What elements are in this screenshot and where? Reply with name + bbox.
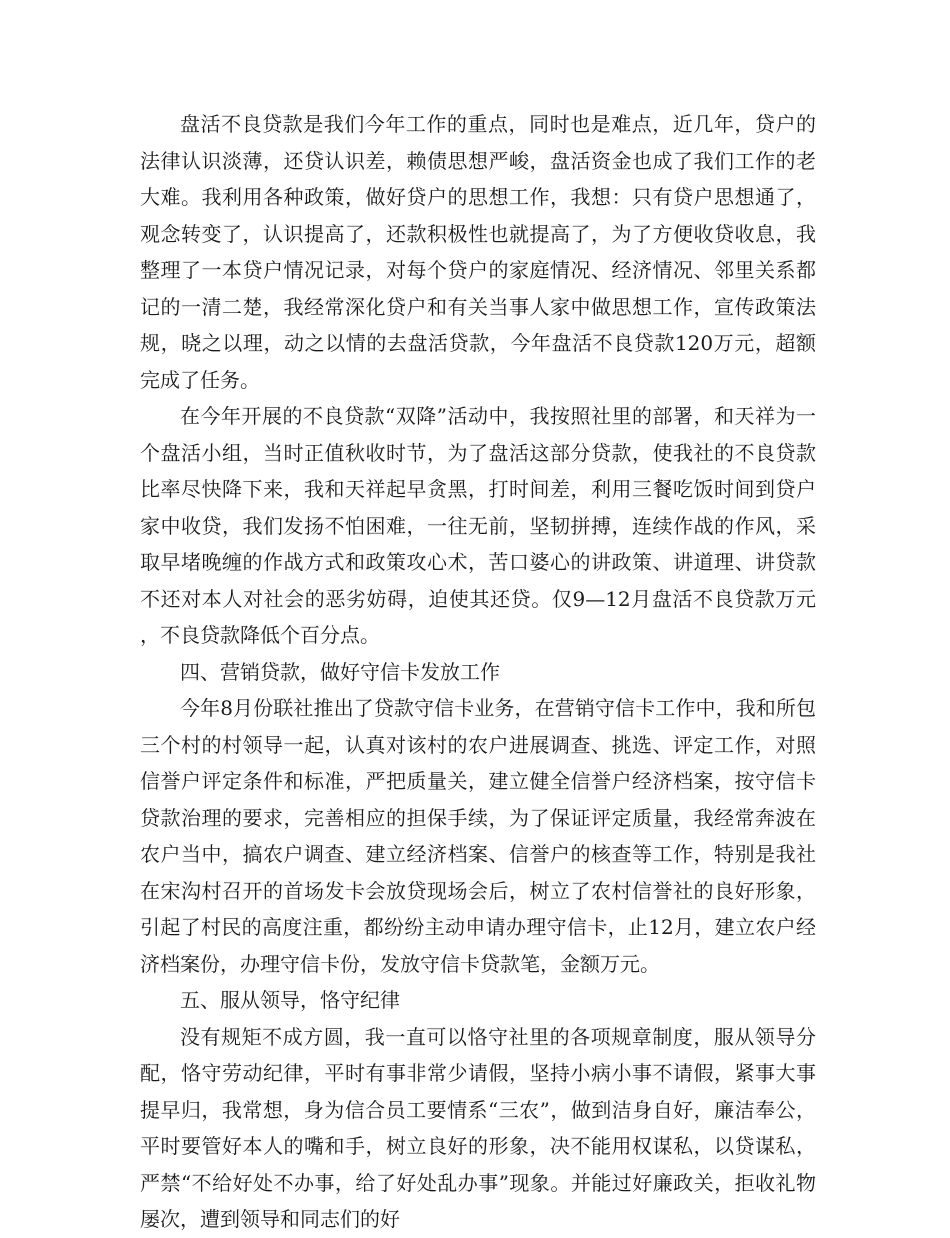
- paragraph-loan-recovery: 盘活不良贷款是我们今年工作的重点，同时也是难点，近几年，贷户的法律认识淡薄，还贷认识差，赖债思想严峻，盘活资金也成了我们工作的老大难。我利用各种政策，做好贷户的思想工作，我想：只有贷户思想通了，观念转变了，认识提高了，还款积极性也就提高了，为了方便收贷收息，我整理了一本贷户情况记录，对每个贷户的家庭情况、经济情况、邻里关系都记的一清二楚，我经常深化贷户和有关当事人家中做思想工作，宣传政策法规，晓之以理，动之以情的去盘活贷款，今年盘活不良贷款120万元，超额完成了任务。: [140, 112, 816, 392]
- section-heading-five: 五、服从领导，恪守纪律: [180, 988, 400, 1012]
- paragraph-double-reduction: 在今年开展的不良贷款“双降”活动中，我按照社里的部署，和天祥为一个盘活小组，当时正值秋收时节，为了盘活这部分贷款，使我社的不良贷款比率尽快降下来，我和天祥起早贪黑，打时间差，利用三餐吃饭时间到贷户家中收贷，我们发扬不怕困难，一往无前，坚韧拼搏，连续作战的作风，采取早堵晚缠的作战方式和政策攻心术，苦口婆心的讲政策、讲道理、讲贷款不还对本人对社会的恶劣妨碍，迫使其还贷。仅9—12月盘活不良贷款万元，不良贷款降低个百分点。: [140, 404, 816, 647]
- document-body: [140, 106, 816, 1238]
- paragraph-discipline: 没有规矩不成方圆，我一直可以恪守社里的各项规章制度，服从领导分配，恪守劳动纪律，平时有事非常少请假，坚持小病小事不请假，紧事大事提早归，我常想，身为信合员工要情系“三农”，做到洁身自好，廉洁奉公，平时要管好本人的嘴和手，树立良好的形象，决不能用权谋私，以贷谋私，严禁“不给好处不办事，给了好处乱办事”现象。并能过好廉政关，拒收礼物屡次，遭到领导和同志们的好: [140, 1024, 816, 1231]
- section-heading-four: 四、营销贷款，做好守信卡发放工作: [180, 659, 500, 684]
- paragraph-credit-card: 今年8月份联社推出了贷款守信卡业务，在营销守信卡工作中，我和所包三个村的村领导一起，认真对该村的农户进展调查、挑选、评定工作，对照信誉户评定条件和标准，严把质量关，建立健全信誉户经济档案，按守信卡贷款治理的要求，完善相应的担保手续，为了保证评定质量，我经常奔波在农户当中，搞农户调查、建立经济档案、信誉户的核查等工作，特别是我社在宋沟村召开的首场发卡会放贷现场会后，树立了农村信誉社的良好形象，引起了村民的高度注重，都纷纷主动申请办理守信卡，止12月，建立农户经济档案份，办理守信卡份，发放守信卡贷款笔，金额万元。: [140, 696, 816, 976]
